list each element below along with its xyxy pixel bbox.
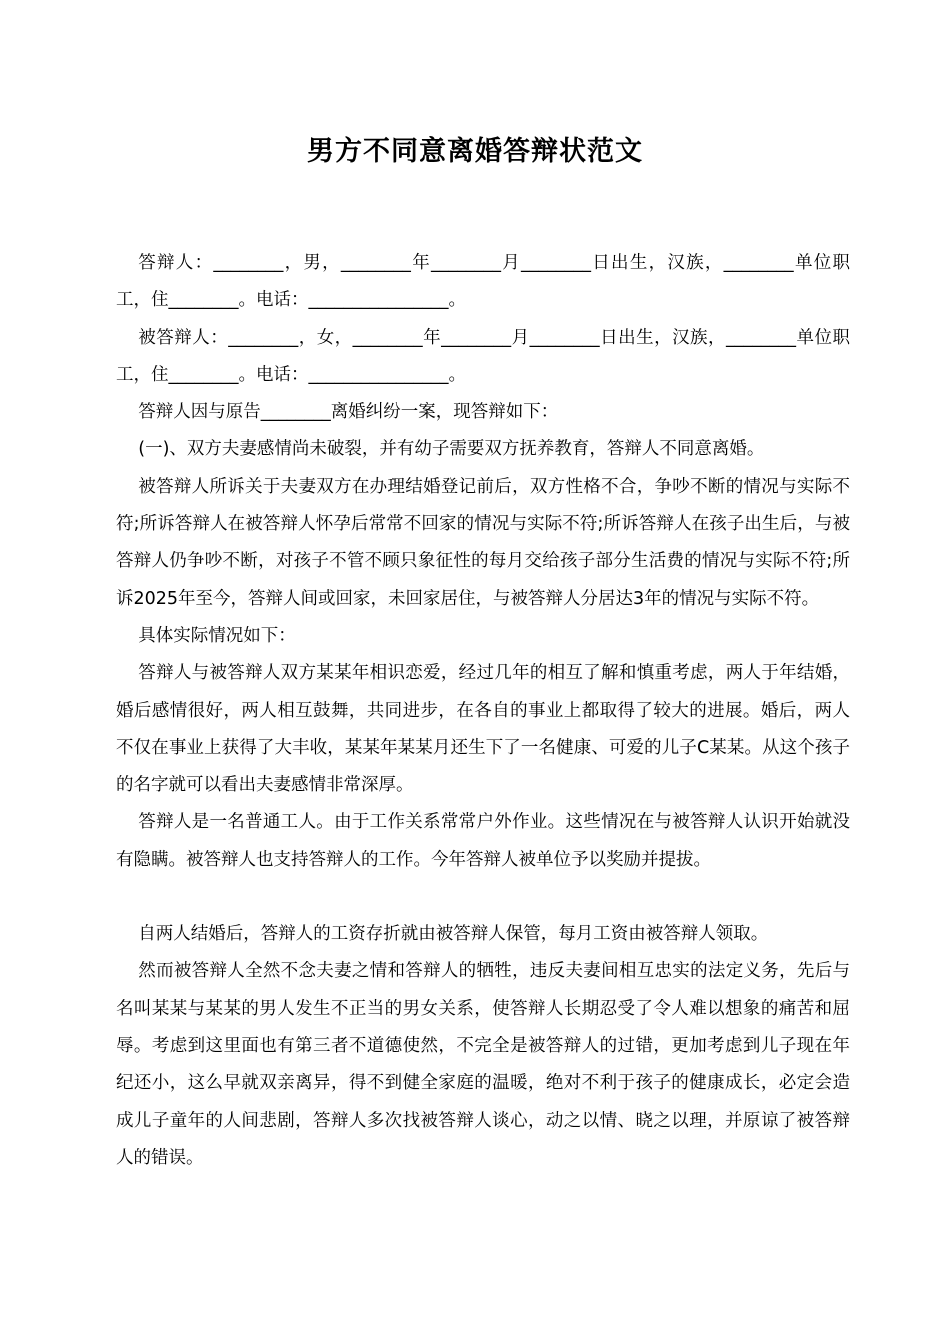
respondent-info-paragraph: 答辩人：________，男，________年________月________日出生，汉族，________单位职工，住________。电话：________________。: [116, 253, 850, 311]
marriage-history-paragraph: 答辩人与被答辩人双方某某年相识恋爱，经过几年的相互了解和慎重考虑，两人于年结婚，婚后感情很好，两人相互鼓舞，共同进步，在各自的事业上都取得了较大的进展。婚后，两人不仅在事业上获得了大丰收，某某年某某月还生下了一名健康、可爱的儿子C某某。从这个孩子的名字就可以看出夫妻感情非常深厚。: [116, 663, 850, 796]
salary-paragraph: 自两人结婚后，答辩人的工资存折就由被答辩人保管，每月工资由被答辩人领取。: [138, 924, 769, 945]
claims-rebuttal-paragraph: 被答辩人所诉关于夫妻双方在办理结婚登记前后，双方性格不合，争吵不断的情况与实际不符;所诉答辩人在被答辩人怀孕后常常不回家的情况与实际不符;所诉答辩人在孩子出生后，与被答辩人仍争吵不断，对孩子不管不顾只象征性的每月交给孩子部分生活费的情况与实际不符;所诉2025年至今，答辩人间或回家，未回家居住，与被答辩人分居达3年的情况与实际不符。: [116, 476, 850, 609]
appellee-info-paragraph: 被答辩人：________，女，________年________月________日出生，汉族，________单位职工，住________。电话：________________。: [116, 327, 850, 385]
infidelity-paragraph: 然而被答辩人全然不念夫妻之情和答辩人的牺牲，违反夫妻间相互忠实的法定义务，先后与名叫某某与某某的男人发生不正当的男女关系，使答辩人长期忍受了令人难以想象的痛苦和屈辱。考虑到这里面也有第三者不道德使然，不完全是被答辩人的过错，更加考虑到儿子现在年纪还小，这么早就双亲离异，得不到健全家庭的温暖，绝对不利于孩子的健康成长，必定会造成儿子童年的人间悲剧，答辩人多次找被答辩人谈心，动之以情、晓之以理，并原谅了被答辩人的错误。: [116, 961, 850, 1168]
facts-intro-paragraph: 具体实际情况如下：: [138, 625, 296, 646]
case-intro-paragraph: 答辩人因与原告________离婚纠纷一案，现答辩如下：: [138, 402, 559, 423]
document-body: [116, 245, 850, 1177]
point-one-heading: (一)、双方夫妻感情尚未破裂，并有幼子需要双方抚养教育，答辩人不同意离婚。: [138, 439, 765, 460]
document-title: 男方不同意离婚答辩状范文: [307, 136, 643, 167]
work-situation-paragraph: 答辩人是一名普通工人。由于工作关系常常户外作业。这些情况在与被答辩人认识开始就没有隐瞒。被答辩人也支持答辩人的工作。今年答辩人被单位予以奖励并提拔。: [116, 812, 850, 870]
